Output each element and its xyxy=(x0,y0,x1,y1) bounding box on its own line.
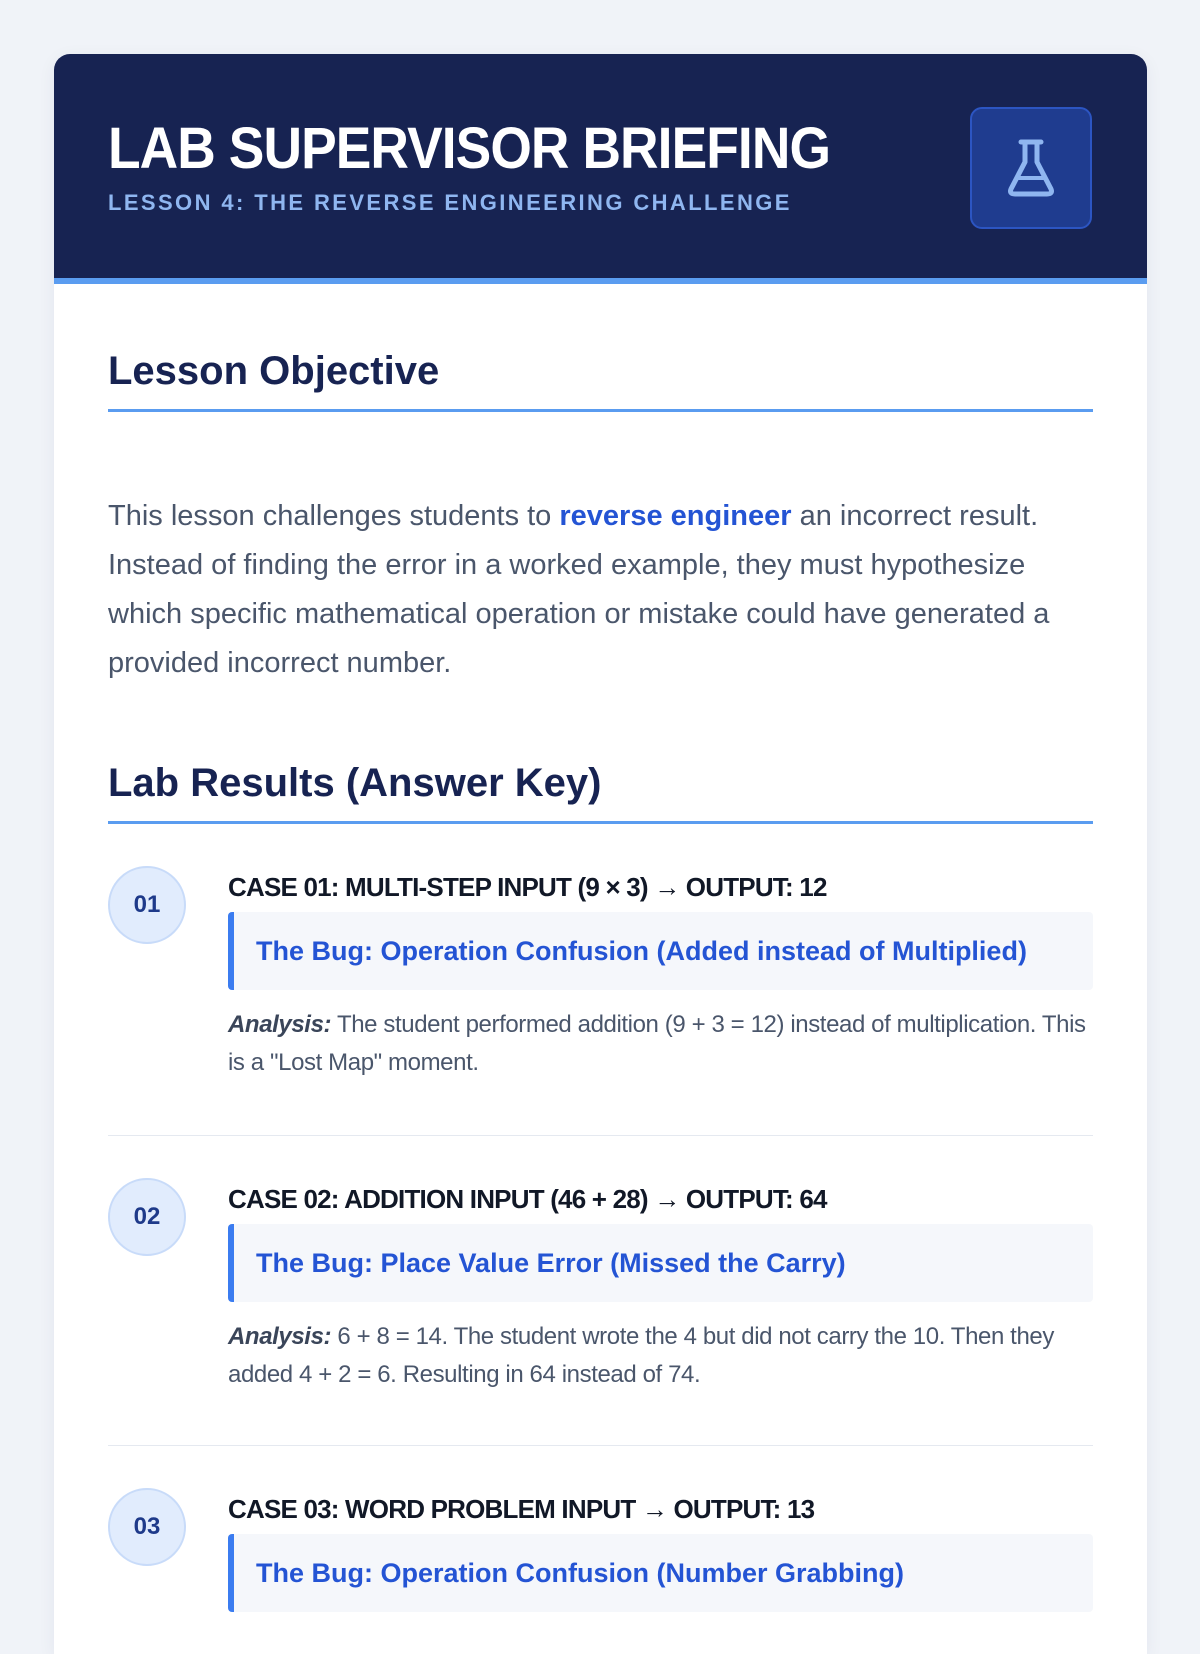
objective-heading: Lesson Objective xyxy=(108,351,1093,412)
briefing-card xyxy=(54,54,1147,1654)
case-number-badge: 02 xyxy=(108,1178,186,1256)
case-number-badge: 01 xyxy=(108,866,186,944)
results-heading: Lab Results (Answer Key) xyxy=(108,763,1093,824)
analysis-label: Analysis: xyxy=(228,1323,332,1350)
header-banner xyxy=(54,54,1147,284)
case-divider xyxy=(108,1445,1093,1446)
analysis-label: Analysis: xyxy=(228,1011,332,1038)
case-title: CASE 01: MULTI-STEP INPUT (9 × 3) → OUTPUT: 12 xyxy=(228,872,827,902)
objective-highlight: reverse engineer xyxy=(559,500,792,532)
bug-callout xyxy=(228,1534,1093,1612)
flask-icon-badge xyxy=(970,107,1092,229)
page-title: LAB SUPERVISOR BRIEFING xyxy=(108,116,831,181)
objective-paragraph xyxy=(108,492,1093,688)
analysis-text: The student performed addition (9 + 3 = 12) instead of multiplication. This is a "Lost Map" moment. xyxy=(228,1011,1086,1076)
case-analysis xyxy=(228,1006,1103,1082)
case-analysis xyxy=(228,1318,1103,1394)
analysis-text: 6 + 8 = 14. The student wrote the 4 but did not carry the 10. Then they added 4 + 2 = 6. Resulting in 64 instead of 74. xyxy=(228,1323,1054,1388)
bug-callout xyxy=(228,912,1093,990)
page-subtitle: LESSON 4: THE REVERSE ENGINEERING CHALLENGE xyxy=(108,190,792,215)
bug-text: The Bug: Place Value Error (Missed the Carry) xyxy=(256,1247,846,1278)
case-divider xyxy=(108,1135,1093,1136)
case-title: CASE 03: WORD PROBLEM INPUT → OUTPUT: 13 xyxy=(228,1494,815,1524)
bug-callout xyxy=(228,1224,1093,1302)
case-number-badge: 03 xyxy=(108,1488,186,1566)
bug-text: The Bug: Operation Confusion (Added instead of Multiplied) xyxy=(256,935,1027,966)
bug-text: The Bug: Operation Confusion (Number Grabbing) xyxy=(256,1557,904,1588)
objective-text-end: an incorrect result. Instead of finding the error in a worked example, they must hypothesize which specific mathematical operation or mistake could have generated a provided incorrect number. xyxy=(108,500,1050,679)
objective-text-start: This lesson challenges students to xyxy=(108,500,560,532)
case-title: CASE 02: ADDITION INPUT (46 + 28) → OUTPUT: 64 xyxy=(228,1184,827,1214)
flask-icon xyxy=(1004,136,1058,200)
